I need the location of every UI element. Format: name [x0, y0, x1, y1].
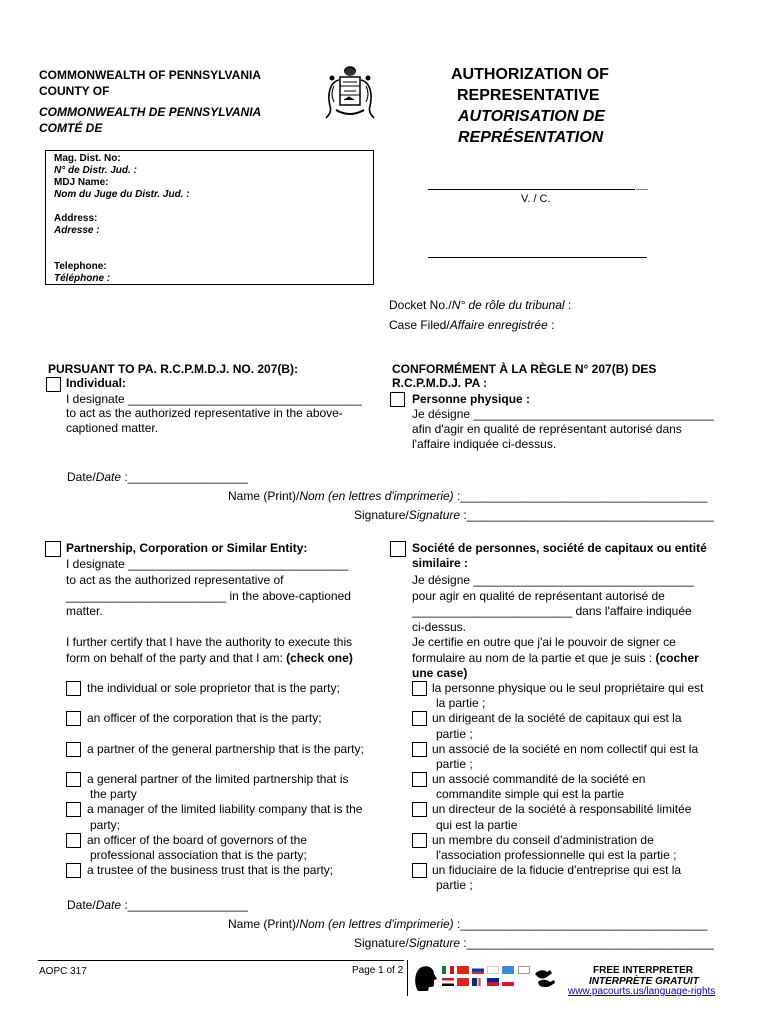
- plaintiff-line[interactable]: [428, 189, 635, 190]
- individual-designate: I designate ___________________________________: [66, 392, 362, 406]
- societe-act-1: pour agir en qualité de représentant autorisé de: [412, 589, 665, 603]
- option-en-1: the individual or sole proprietor that is the party;: [87, 681, 340, 695]
- case-filed-label: Case Filed/Affaire enregistrée :: [389, 318, 555, 332]
- conformement-heading-2: R.C.P.M.D.J. PA :: [392, 376, 488, 390]
- individual-checkbox[interactable]: [46, 377, 61, 392]
- certify-fr-1: Je certifie en outre que j'ai le pouvoir de signer ce: [412, 635, 676, 649]
- sign-language-icon: [532, 964, 558, 992]
- option-en-checkbox-4[interactable]: [66, 772, 81, 787]
- societe-act-2: ________________________ dans l'affaire indiquée: [412, 604, 692, 618]
- date-field-a[interactable]: Date/Date :__________________: [67, 470, 248, 484]
- option-en-2: an officer of the corporation that is the party;: [87, 711, 322, 725]
- mdj-name-label: MDJ Name:: [54, 177, 109, 188]
- option-en-checkbox-3[interactable]: [66, 742, 81, 757]
- option-en-3: a partner of the general partnership that is the party;: [87, 742, 364, 756]
- address-label: Address:: [54, 213, 98, 224]
- certify-en-2: form on behalf of the party and that I am: (check one): [66, 651, 353, 665]
- interpreter-en: FREE INTERPRETER: [593, 965, 694, 976]
- partnership-act-3: matter.: [66, 604, 103, 618]
- societe-heading-2: similaire :: [412, 556, 469, 570]
- certify-en-1: I further certify that I have the authority to execute this: [66, 635, 353, 649]
- partnership-heading: Partnership, Corporation or Similar Entity:: [66, 541, 308, 555]
- mag-dist-label: Mag. Dist. No:: [54, 153, 121, 164]
- mdj-name-label-fr: Nom du Juge du Distr. Jud. :: [54, 189, 190, 200]
- option-fr-checkbox-5[interactable]: [412, 802, 427, 817]
- option-fr-checkbox-1[interactable]: [412, 681, 427, 696]
- option-fr-2-line-1: un dirigeant de la société de capitaux qui est la: [432, 711, 682, 725]
- name-print-field-a[interactable]: Name (Print)/Nom (en lettres d'imprimerie) :_____________________________________: [228, 489, 708, 503]
- option-fr-2-line-2: partie ;: [436, 727, 473, 741]
- option-fr-5-line-1: un directeur de la société à responsabilité limitée: [432, 802, 692, 816]
- personne-designate: Je désigne ____________________________________: [412, 407, 714, 421]
- name-print-field-b[interactable]: Name (Print)/Nom (en lettres d'imprimerie) :_____________________________________: [228, 917, 708, 931]
- option-fr-3-line-1: un associé de la société en nom collectif qui est la: [432, 742, 699, 756]
- individual-act-2: captioned matter.: [66, 421, 159, 435]
- docket-label: Docket No./N° de rôle du tribunal :: [389, 298, 572, 312]
- option-fr-5-line-2: qui est la partie: [436, 818, 518, 832]
- option-en-6-line-2: professional association that is the party;: [90, 848, 307, 862]
- language-rights-link[interactable]: www.pacourts.us/language-rights: [568, 986, 716, 997]
- option-fr-6-line-1: un membre du conseil d'administration de: [432, 833, 654, 847]
- option-fr-checkbox-4[interactable]: [412, 772, 427, 787]
- personne-physique-label: Personne physique :: [412, 392, 531, 406]
- flag-korea-icon: [518, 966, 530, 974]
- interpreter-fr: INTERPRÈTE GRATUIT: [589, 976, 699, 987]
- title-fr-2: REPRÉSENTATION: [458, 129, 604, 146]
- partnership-act-1: to act as the authorized representative of: [66, 573, 284, 587]
- societe-act-3: ci-dessus.: [412, 620, 467, 634]
- commonwealth-en: COMMONWEALTH OF PENNSYLVANIA: [39, 68, 261, 82]
- option-en-4-line-1: a general partner of the limited partnership that is: [87, 772, 349, 786]
- partnership-act-2: ________________________ in the above-captioned: [66, 589, 351, 603]
- option-fr-1-line-2: la partie ;: [436, 696, 486, 710]
- option-fr-4-line-1: un associé commandité de la société en: [432, 772, 646, 786]
- county-en: COUNTY OF: [39, 84, 110, 98]
- option-en-checkbox-2[interactable]: [66, 711, 81, 726]
- page-number: Page 1 of 2: [352, 965, 404, 976]
- telephone-label-fr: Téléphone :: [54, 273, 111, 284]
- date-field-b[interactable]: Date/Date :__________________: [67, 898, 248, 912]
- speaking-head-icon: [412, 963, 438, 993]
- title-fr-1: AUTORISATION DE: [458, 108, 605, 125]
- personne-physique-checkbox[interactable]: [390, 392, 405, 407]
- option-fr-4-line-2: commandite simple qui est la partie: [436, 787, 625, 801]
- option-en-checkbox-7[interactable]: [66, 863, 81, 878]
- individual-label: Individual:: [66, 376, 126, 390]
- option-fr-checkbox-3[interactable]: [412, 742, 427, 757]
- option-fr-6-line-2: l'association professionnelle qui est la partie ;: [436, 848, 677, 862]
- title-en-1: AUTHORIZATION OF: [451, 66, 609, 83]
- option-en-5-line-1: a manager of the limited liability company that is the: [87, 802, 363, 816]
- partnership-designate: I designate _________________________________: [66, 557, 349, 571]
- pennsylvania-seal-icon: [322, 62, 378, 122]
- title-en-2: REPRESENTATIVE: [457, 87, 600, 104]
- option-fr-checkbox-6[interactable]: [412, 833, 427, 848]
- option-en-checkbox-5[interactable]: [66, 802, 81, 817]
- commonwealth-fr: COMMONWEALTH DE PENNSYLVANIA: [39, 105, 262, 119]
- option-en-5-line-2: party;: [90, 818, 121, 832]
- footer-divider: [38, 960, 404, 961]
- signature-field-a[interactable]: Signature/Signature :_____________________________________: [354, 508, 714, 522]
- societe-designate: Je désigne _________________________________: [412, 573, 694, 587]
- personne-act-1: afin d'agir en qualité de représentant autorisé dans: [412, 422, 682, 436]
- partnership-checkbox[interactable]: [45, 541, 61, 557]
- individual-act-1: to act as the authorized representative in the above-: [66, 406, 343, 420]
- certify-fr-2: formulaire au nom de la partie et que je suis : (cocher: [412, 651, 699, 665]
- option-fr-1-line-1: la personne physique ou le seul propriétaire qui est: [432, 681, 704, 695]
- conformement-heading-1: CONFORMÉMENT À LA RÈGLE N° 207(B) DES: [392, 362, 657, 376]
- societe-heading-1: Société de personnes, société de capitaux ou entité: [412, 541, 707, 555]
- option-en-7: a trustee of the business trust that is the party;: [87, 863, 334, 877]
- option-fr-7-line-1: un fiduciaire de la fiducie d'entreprise qui est la: [432, 863, 682, 877]
- footer-vertical-divider: [407, 960, 408, 996]
- address-label-fr: Adresse :: [54, 225, 100, 236]
- telephone-label: Telephone:: [54, 261, 107, 272]
- defendant-line[interactable]: [428, 257, 647, 258]
- option-en-checkbox-6[interactable]: [66, 833, 81, 848]
- societe-checkbox[interactable]: [390, 541, 406, 557]
- option-fr-checkbox-7[interactable]: [412, 863, 427, 878]
- certify-fr-3: une case): [412, 666, 468, 680]
- option-fr-checkbox-2[interactable]: [412, 711, 427, 726]
- county-fr: COMTÉ DE: [39, 121, 103, 135]
- plaintiff-line-tail: [636, 189, 648, 190]
- form-id: AOPC 317: [39, 966, 87, 977]
- personne-act-2: l'affaire indiquée ci-dessus.: [412, 437, 557, 451]
- pursuant-heading: PURSUANT TO PA. R.C.P.M.D.J. NO. 207(B):: [48, 362, 299, 376]
- versus-label: V. / C.: [521, 193, 551, 205]
- option-en-6-line-1: an officer of the board of governors of the: [87, 833, 307, 847]
- option-en-4-line-2: the party: [90, 787, 137, 801]
- signature-field-b[interactable]: Signature/Signature :_____________________________________: [354, 936, 714, 950]
- option-fr-7-line-2: partie ;: [436, 878, 473, 892]
- option-fr-3-line-2: partie ;: [436, 757, 473, 771]
- option-en-checkbox-1[interactable]: [66, 681, 81, 696]
- mag-dist-label-fr: N° de Distr. Jud. :: [54, 165, 137, 176]
